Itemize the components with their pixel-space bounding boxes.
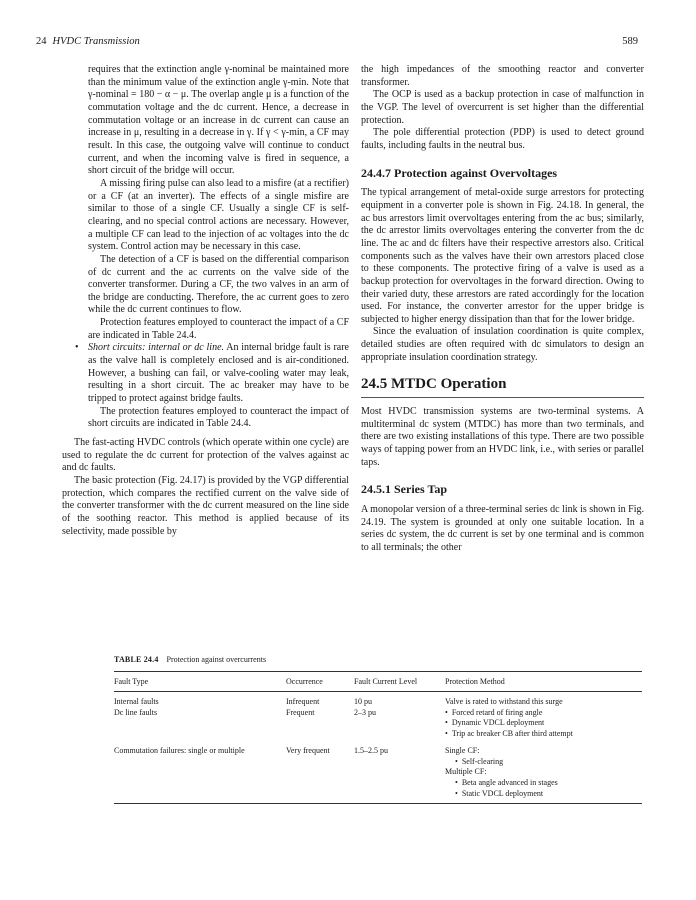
column-header: Fault Current Level bbox=[354, 672, 445, 692]
chapter-title: HVDC Transmission bbox=[52, 36, 140, 47]
table-cell: Internal faults bbox=[114, 697, 159, 706]
table-cell: Frequent bbox=[286, 707, 315, 717]
table-cell: Commutation failures: single or multiple bbox=[114, 740, 286, 804]
section-heading: 24.5.1 Series Tap bbox=[361, 482, 448, 497]
table-label: TABLE 24.4 bbox=[114, 655, 159, 664]
column-header: Occurrence bbox=[286, 672, 354, 692]
paragraph: requires that the extinction angle γ-nominal be maintained more than the minimum value of the extinction angle γ-min. Note that γ-nominal = 180 − α − μ. The overlap angle μ is a function of the commutation voltage and the dc current. Hence, a decrease in commutation voltage or an increase in dc current can cause an increase in μ, resulting in a decrease in γ. If γ < γ-min, a CF may result. In this case, the outgoing valve will continue to conduct current, and when the incoming valve is fired in sequence, a short circuit of the bridge will occur. bbox=[88, 64, 349, 177]
method-bullet: • Forced retard of firing angle bbox=[445, 708, 642, 719]
paragraph: The fast-acting HVDC controls (which operate within one cycle) are used to regulate the dc current for protection of the valves against ac and dc faults. bbox=[62, 437, 349, 474]
bullet-item bbox=[62, 342, 349, 405]
page-number: 589 bbox=[622, 36, 638, 47]
table-cell: Valve is rated to withstand this surge bbox=[445, 697, 563, 706]
method-label: Single CF: bbox=[445, 745, 480, 755]
left-column bbox=[62, 64, 349, 538]
paragraph: The detection of a CF is based on the differential comparison of dc current and the ac currents on the valve side of the converter transformer. During a CF, the two valves in an arm of the bridge are conducting. Therefore, the ac current goes to zero while the dc current continues to flow. bbox=[88, 253, 349, 316]
table-cell bbox=[445, 708, 642, 740]
paragraph: the high impedances of the smoothing reactor and converter transformer. bbox=[361, 64, 644, 88]
paragraph: Since the evaluation of insulation coordination is quite complex, detailed studies are often required with dc simulators to design an appropriate insulation coordination strategy. bbox=[361, 326, 644, 363]
bullet-text: An internal bridge fault is rare as the valve hall is completely enclosed and is air-conditioned. However, a bushing can fail, or valve-cooling water may leak, resulting in a short circuit. The ac breaker may have to be tripped to protect against bridge faults. bbox=[88, 342, 349, 405]
table-24-4 bbox=[114, 655, 642, 804]
running-header bbox=[36, 36, 638, 50]
table-row bbox=[114, 708, 642, 740]
paragraph: The pole differential protection (PDP) is used to detect ground faults, including faults in the neutral bus. bbox=[361, 127, 644, 151]
table-cell bbox=[445, 740, 642, 804]
table-row bbox=[114, 692, 642, 708]
paragraph: The basic protection (Fig. 24.17) is provided by the VGP differential protection, which compares the rectified current on the valve side of the converter transformer with the dc current measured on the line side of the soothing reactor. This method is applied because of its selectivity, made possible by bbox=[62, 475, 349, 537]
method-bullet: • Trip ac breaker CB after third attempt bbox=[445, 729, 642, 740]
table-caption bbox=[114, 655, 642, 664]
method-bullet: • Dynamic VDCL deployment bbox=[445, 718, 642, 729]
paragraph: Protection features employed to counteract the impact of a CF are indicated in Table 24.4. bbox=[88, 317, 349, 341]
chapter-number: 24 bbox=[36, 36, 47, 47]
section-heading-major: 24.5 MTDC Operation bbox=[361, 378, 644, 398]
method-bullet: • Static VDCL deployment bbox=[445, 789, 642, 800]
right-column bbox=[361, 64, 644, 555]
paragraph: The protection features employed to counteract the impact of short circuits are indicated in Table 24.4. bbox=[88, 405, 349, 430]
method-bullet: • Self-clearing bbox=[445, 757, 642, 768]
protection-table bbox=[114, 671, 642, 804]
header-left bbox=[36, 36, 140, 47]
column-header: Fault Type bbox=[114, 672, 286, 692]
method-bullet: • Beta angle advanced in stages bbox=[445, 778, 642, 789]
paragraph: A missing firing pulse can also lead to a misfire (at a rectifier) or a CF (at an inverter). The effects of a single misfire are similar to those of a single CF. Usually a single CF is self-clearing, and no special control actions are necessary. However, a multiple CF can lead to the injection of ac voltages into the dc system. Control action may be necessary in this case. bbox=[88, 177, 349, 253]
table-row bbox=[114, 740, 642, 804]
table-caption-text: Protection against overcurrents bbox=[166, 655, 267, 664]
paragraph: The OCP is used as a backup protection in case of malfunction in the VGP. The level of overcurrent is set higher than the differential protection. bbox=[361, 89, 644, 126]
table-cell: Dc line faults bbox=[114, 707, 158, 717]
table-cell: 10 pu bbox=[354, 697, 372, 706]
method-label: Multiple CF: bbox=[445, 767, 487, 777]
table-cell: 1.5–2.5 pu bbox=[354, 740, 445, 804]
paragraph: A monopolar version of a three-terminal series dc link is shown in Fig. 24.19. The system is grounded at only one suitable location. In a series dc system, the dc current is set by one terminal and is common to all terminals; the other bbox=[361, 504, 645, 553]
table-header-row bbox=[114, 672, 642, 692]
paragraph: The typical arrangement of metal-oxide surge arrestors for protecting equipment in a converter pole is shown in Fig. 24.18. In general, the ac bus arrestors limit overvoltages entering from the ac bus; similarly, the dc arrestor limits overvoltages entering the converter from the dc line. The ac and dc filters have their respective arrestors also. Critical components such as the valves have their own arrestors placed close to these components. The protective firing of a valve is used as a backup protection for overvoltages in the forward direction. Owing to their varied duty, these arrestors are rated accordingly for the location used. For instance, the converter arrestor for the upper bridge is subjected to higher energy dissipation than that for the lower bridge. bbox=[361, 187, 644, 325]
paragraph: Most HVDC transmission systems are two-terminal systems. A multiterminal dc system (MTDC) has more than two terminals, and there are two existing installations of this type. There are two possible ways of tapping power from an HVDC link, i.e., with series or parallel taps. bbox=[361, 406, 644, 468]
bullet-title: Short circuits: internal or dc line. bbox=[88, 342, 225, 354]
table-cell: 2–3 pu bbox=[354, 707, 376, 717]
column-header: Protection Method bbox=[445, 672, 642, 692]
table-cell: Infrequent bbox=[286, 697, 320, 706]
table-cell: Very frequent bbox=[286, 740, 354, 804]
bullet-icon: • bbox=[75, 342, 79, 354]
section-heading: 24.4.7 Protection against Overvoltages bbox=[361, 165, 558, 180]
